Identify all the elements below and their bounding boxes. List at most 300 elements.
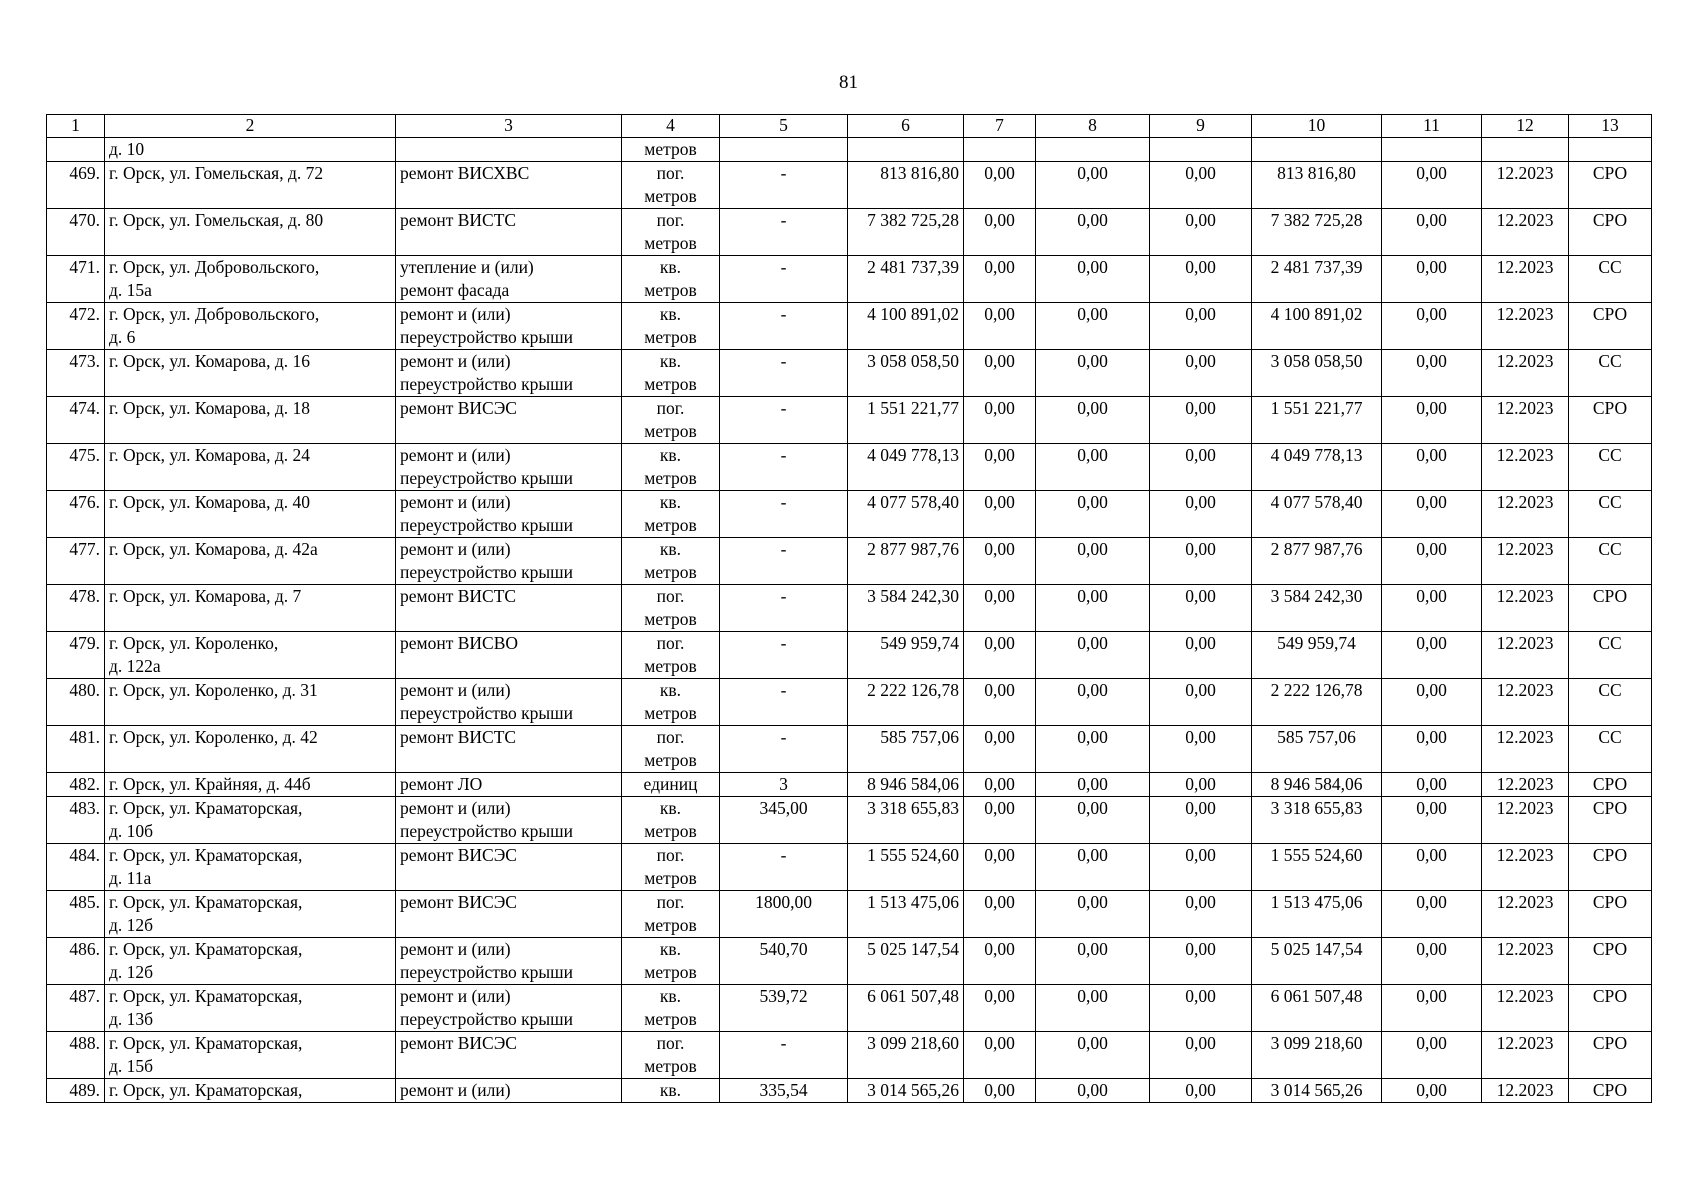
completion-date-cell: 12.2023 (1482, 585, 1569, 632)
row-number-cell: 469. (47, 162, 105, 209)
table-row (47, 162, 1652, 209)
unit-cell-line: кв. (659, 986, 682, 1006)
unit-cell (622, 938, 720, 985)
col10-cell: 3 014 565,26 (1252, 1079, 1382, 1103)
funding-source-cell: СС (1569, 679, 1652, 726)
work-type-cell (396, 985, 622, 1032)
work-type-cell-line: ремонт фасада (400, 280, 510, 300)
quantity-cell: - (720, 1032, 848, 1079)
unit-cell-line: кв. (659, 539, 682, 559)
col8-cell: 0,00 (1036, 585, 1150, 632)
address-cell-line: д. 11а (109, 868, 152, 888)
unit-cell-line: пог. (656, 210, 685, 230)
col9-cell: 0,00 (1150, 585, 1252, 632)
col9-cell: 0,00 (1150, 891, 1252, 938)
funding-source-cell: СРО (1569, 773, 1652, 797)
total-cost-cell: 3 318 655,83 (848, 797, 964, 844)
col7-cell: 0,00 (964, 350, 1036, 397)
total-cost-cell: 4 049 778,13 (848, 444, 964, 491)
work-type-cell-line: ремонт ВИСТС (400, 586, 517, 606)
work-type-cell-line: переустройство крыши (400, 327, 573, 347)
table-row (47, 1079, 1652, 1103)
address-cell-line: г. Орск, ул. Добровольского, (109, 257, 320, 277)
unit-cell (622, 350, 720, 397)
row-number-cell: 472. (47, 303, 105, 350)
quantity-cell: - (720, 162, 848, 209)
table-row (47, 891, 1652, 938)
row-number-cell: 473. (47, 350, 105, 397)
funding-source-cell: СС (1569, 444, 1652, 491)
work-type-cell-line: утепление и (или) (400, 257, 534, 277)
work-type-cell (396, 891, 622, 938)
unit-cell (622, 632, 720, 679)
column-header: 5 (720, 115, 848, 138)
quantity-cell: 3 (720, 773, 848, 797)
unit-cell-line: пог. (656, 845, 685, 865)
address-cell-line: г. Орск, ул. Добровольского, (109, 304, 320, 324)
unit-cell-line: метров (644, 374, 697, 394)
unit-cell-line: кв. (659, 939, 682, 959)
address-cell-line: г. Орск, ул. Краматорская, (109, 986, 303, 1006)
quantity-cell: - (720, 256, 848, 303)
address-cell-line: г. Орск, ул. Короленко, д. 42 (109, 727, 318, 747)
funding-source-cell: СРО (1569, 985, 1652, 1032)
address-cell-line: д. 15а (109, 280, 152, 300)
funding-source-cell: СС (1569, 632, 1652, 679)
unit-cell-line: кв. (659, 492, 682, 512)
col7-cell: 0,00 (964, 726, 1036, 773)
address-cell-line: г. Орск, ул. Комарова, д. 40 (109, 492, 310, 512)
col10-cell: 2 222 126,78 (1252, 679, 1382, 726)
quantity-cell: - (720, 397, 848, 444)
repair-register-table (46, 114, 1652, 1103)
work-type-cell (396, 773, 622, 797)
row-number-cell: 482. (47, 773, 105, 797)
col11-cell: 0,00 (1382, 585, 1482, 632)
col9-cell: 0,00 (1150, 938, 1252, 985)
funding-source-cell: СС (1569, 350, 1652, 397)
total-cost-cell: 4 100 891,02 (848, 303, 964, 350)
completion-date-cell: 12.2023 (1482, 1079, 1569, 1103)
completion-date-cell: 12.2023 (1482, 632, 1569, 679)
col10-cell: 1 513 475,06 (1252, 891, 1382, 938)
column-number-header-row (47, 115, 1652, 138)
col10-cell: 585 757,06 (1252, 726, 1382, 773)
total-cost-cell (848, 138, 964, 162)
funding-source-cell: СРО (1569, 1032, 1652, 1079)
address-cell-line: г. Орск, ул. Краматорская, (109, 892, 303, 912)
unit-cell-line: метров (644, 139, 697, 159)
work-type-cell-line: ремонт ВИСХВС (400, 163, 530, 183)
column-header: 10 (1252, 115, 1382, 138)
table-body (47, 138, 1652, 1103)
col9-cell: 0,00 (1150, 844, 1252, 891)
address-cell-line: д. 122а (109, 656, 161, 676)
address-cell-line: г. Орск, ул. Комарова, д. 42а (109, 539, 318, 559)
address-cell (105, 891, 396, 938)
work-type-cell-line: ремонт ВИСЭС (400, 1033, 517, 1053)
total-cost-cell: 3 584 242,30 (848, 585, 964, 632)
quantity-cell: - (720, 679, 848, 726)
col10-cell: 3 584 242,30 (1252, 585, 1382, 632)
total-cost-cell: 2 481 737,39 (848, 256, 964, 303)
total-cost-cell: 549 959,74 (848, 632, 964, 679)
funding-source-cell: СРО (1569, 162, 1652, 209)
col7-cell: 0,00 (964, 491, 1036, 538)
work-type-cell-line: ремонт ВИСЭС (400, 398, 517, 418)
col7-cell: 0,00 (964, 444, 1036, 491)
row-number-cell: 481. (47, 726, 105, 773)
work-type-cell-line: ремонт и (или) (400, 492, 511, 512)
unit-cell (622, 256, 720, 303)
col9-cell: 0,00 (1150, 797, 1252, 844)
unit-cell-line: пог. (656, 633, 685, 653)
work-type-cell-line: ремонт и (или) (400, 680, 511, 700)
address-cell-line: д. 10 (109, 139, 145, 159)
funding-source-cell: СС (1569, 538, 1652, 585)
work-type-cell (396, 679, 622, 726)
col10-cell: 8 946 584,06 (1252, 773, 1382, 797)
col7-cell: 0,00 (964, 773, 1036, 797)
col10-cell: 3 318 655,83 (1252, 797, 1382, 844)
col10-cell: 5 025 147,54 (1252, 938, 1382, 985)
work-type-cell-line: ремонт и (или) (400, 986, 511, 1006)
unit-cell-line: метров (644, 421, 697, 441)
col8-cell: 0,00 (1036, 444, 1150, 491)
quantity-cell: 345,00 (720, 797, 848, 844)
quantity-cell: 1800,00 (720, 891, 848, 938)
quantity-cell: - (720, 538, 848, 585)
row-number-cell: 487. (47, 985, 105, 1032)
col8-cell: 0,00 (1036, 256, 1150, 303)
col11-cell: 0,00 (1382, 773, 1482, 797)
completion-date-cell: 12.2023 (1482, 491, 1569, 538)
column-header: 4 (622, 115, 720, 138)
col9-cell: 0,00 (1150, 1079, 1252, 1103)
unit-cell-line: кв. (659, 798, 682, 818)
column-header: 12 (1482, 115, 1569, 138)
unit-cell-line: кв. (659, 304, 682, 324)
row-number-cell: 485. (47, 891, 105, 938)
completion-date-cell: 12.2023 (1482, 797, 1569, 844)
total-cost-cell: 7 382 725,28 (848, 209, 964, 256)
address-cell-line: д. 12б (109, 915, 154, 935)
completion-date-cell: 12.2023 (1482, 350, 1569, 397)
address-cell (105, 444, 396, 491)
address-cell-line: г. Орск, ул. Комарова, д. 16 (109, 351, 310, 371)
address-cell-line: г. Орск, ул. Краматорская, (109, 939, 303, 959)
unit-cell-line: пог. (656, 892, 685, 912)
col10-cell: 7 382 725,28 (1252, 209, 1382, 256)
row-number-cell: 477. (47, 538, 105, 585)
unit-cell (622, 444, 720, 491)
unit-cell-line: метров (644, 468, 697, 488)
address-cell (105, 538, 396, 585)
funding-source-cell: СРО (1569, 585, 1652, 632)
unit-cell (622, 844, 720, 891)
col8-cell: 0,00 (1036, 844, 1150, 891)
work-type-cell (396, 397, 622, 444)
work-type-cell (396, 632, 622, 679)
col11-cell: 0,00 (1382, 162, 1482, 209)
total-cost-cell: 1 555 524,60 (848, 844, 964, 891)
work-type-cell-line: ремонт и (или) (400, 939, 511, 959)
col8-cell: 0,00 (1036, 938, 1150, 985)
funding-source-cell: СРО (1569, 891, 1652, 938)
work-type-cell-line: ремонт ВИСЭС (400, 892, 517, 912)
quantity-cell: - (720, 491, 848, 538)
col11-cell: 0,00 (1382, 538, 1482, 585)
col9-cell (1150, 138, 1252, 162)
col8-cell: 0,00 (1036, 538, 1150, 585)
unit-cell-line: метров (644, 703, 697, 723)
unit-cell-line: метров (644, 280, 697, 300)
unit-cell-line: пог. (656, 586, 685, 606)
col7-cell: 0,00 (964, 256, 1036, 303)
unit-cell-line: метров (644, 609, 697, 629)
col10-cell: 813 816,80 (1252, 162, 1382, 209)
col9-cell: 0,00 (1150, 491, 1252, 538)
address-cell-line: г. Орск, ул. Комарова, д. 18 (109, 398, 310, 418)
total-cost-cell: 585 757,06 (848, 726, 964, 773)
unit-cell-line: пог. (656, 1033, 685, 1053)
funding-source-cell: СРО (1569, 209, 1652, 256)
work-type-cell-line: ремонт ЛО (400, 774, 483, 794)
col7-cell: 0,00 (964, 303, 1036, 350)
col8-cell: 0,00 (1036, 891, 1150, 938)
work-type-cell-line: ремонт и (или) (400, 1080, 511, 1100)
col11-cell (1382, 138, 1482, 162)
completion-date-cell: 12.2023 (1482, 891, 1569, 938)
address-cell (105, 797, 396, 844)
col7-cell: 0,00 (964, 1032, 1036, 1079)
table-row (47, 350, 1652, 397)
address-cell-line: г. Орск, ул. Крайняя, д. 44б (109, 774, 311, 794)
address-cell-line: г. Орск, ул. Гомельская, д. 72 (109, 163, 324, 183)
table-row (47, 303, 1652, 350)
funding-source-cell (1569, 138, 1652, 162)
col11-cell: 0,00 (1382, 1032, 1482, 1079)
col11-cell: 0,00 (1382, 891, 1482, 938)
col9-cell: 0,00 (1150, 162, 1252, 209)
unit-cell (622, 538, 720, 585)
work-type-cell-line: ремонт ВИСЭС (400, 845, 517, 865)
total-cost-cell: 3 099 218,60 (848, 1032, 964, 1079)
work-type-cell-line: ремонт и (или) (400, 798, 511, 818)
table-row (47, 585, 1652, 632)
completion-date-cell: 12.2023 (1482, 985, 1569, 1032)
total-cost-cell: 1 551 221,77 (848, 397, 964, 444)
table-row (47, 844, 1652, 891)
unit-cell (622, 209, 720, 256)
col8-cell: 0,00 (1036, 679, 1150, 726)
address-cell (105, 1032, 396, 1079)
address-cell-line: г. Орск, ул. Краматорская, (109, 1033, 303, 1053)
quantity-cell: - (720, 585, 848, 632)
unit-cell-line: кв. (659, 257, 682, 277)
address-cell-line: г. Орск, ул. Краматорская, (109, 798, 303, 818)
work-type-cell-line: ремонт ВИСВО (400, 633, 519, 653)
unit-cell-line: кв. (659, 351, 682, 371)
col9-cell: 0,00 (1150, 303, 1252, 350)
col11-cell: 0,00 (1382, 256, 1482, 303)
row-number-cell: 478. (47, 585, 105, 632)
table-row (47, 397, 1652, 444)
table-row (47, 632, 1652, 679)
total-cost-cell: 8 946 584,06 (848, 773, 964, 797)
work-type-cell-line: ремонт и (или) (400, 304, 511, 324)
col8-cell: 0,00 (1036, 303, 1150, 350)
address-cell (105, 632, 396, 679)
col9-cell: 0,00 (1150, 538, 1252, 585)
row-number-cell: 489. (47, 1079, 105, 1103)
row-number-cell: 476. (47, 491, 105, 538)
col11-cell: 0,00 (1382, 797, 1482, 844)
unit-cell (622, 891, 720, 938)
table-row (47, 773, 1652, 797)
completion-date-cell: 12.2023 (1482, 844, 1569, 891)
work-type-cell-line: ремонт ВИСТС (400, 727, 517, 747)
col9-cell: 0,00 (1150, 397, 1252, 444)
col9-cell: 0,00 (1150, 256, 1252, 303)
col11-cell: 0,00 (1382, 397, 1482, 444)
col10-cell: 6 061 507,48 (1252, 985, 1382, 1032)
row-number-cell: 486. (47, 938, 105, 985)
col7-cell: 0,00 (964, 209, 1036, 256)
col7-cell: 0,00 (964, 162, 1036, 209)
column-header: 6 (848, 115, 964, 138)
completion-date-cell: 12.2023 (1482, 303, 1569, 350)
address-cell-line: д. 6 (109, 327, 136, 347)
unit-cell-line: метров (644, 515, 697, 535)
address-cell (105, 773, 396, 797)
row-number-cell (47, 138, 105, 162)
work-type-cell (396, 585, 622, 632)
col9-cell: 0,00 (1150, 444, 1252, 491)
work-type-cell (396, 797, 622, 844)
address-cell-line: г. Орск, ул. Комарова, д. 24 (109, 445, 310, 465)
address-cell-line: г. Орск, ул. Краматорская, (109, 845, 303, 865)
col8-cell: 0,00 (1036, 1032, 1150, 1079)
work-type-cell-line: переустройство крыши (400, 962, 573, 982)
col8-cell: 0,00 (1036, 773, 1150, 797)
unit-cell (622, 138, 720, 162)
quantity-cell: - (720, 350, 848, 397)
funding-source-cell: СС (1569, 726, 1652, 773)
quantity-cell: - (720, 209, 848, 256)
col9-cell: 0,00 (1150, 632, 1252, 679)
completion-date-cell: 12.2023 (1482, 938, 1569, 985)
quantity-cell: - (720, 844, 848, 891)
table-row (47, 209, 1652, 256)
unit-cell-line: кв. (659, 1080, 682, 1100)
work-type-cell-line: переустройство крыши (400, 515, 573, 535)
col11-cell: 0,00 (1382, 350, 1482, 397)
row-number-cell: 480. (47, 679, 105, 726)
completion-date-cell: 12.2023 (1482, 444, 1569, 491)
unit-cell (622, 585, 720, 632)
col11-cell: 0,00 (1382, 444, 1482, 491)
unit-cell-line: пог. (656, 163, 685, 183)
unit-cell (622, 491, 720, 538)
col8-cell: 0,00 (1036, 397, 1150, 444)
col8-cell: 0,00 (1036, 1079, 1150, 1103)
address-cell (105, 162, 396, 209)
work-type-cell-line: ремонт и (или) (400, 351, 511, 371)
col11-cell: 0,00 (1382, 1079, 1482, 1103)
table-row (47, 679, 1652, 726)
column-header: 7 (964, 115, 1036, 138)
row-number-cell: 470. (47, 209, 105, 256)
unit-cell (622, 1032, 720, 1079)
unit-cell (622, 726, 720, 773)
row-number-cell: 484. (47, 844, 105, 891)
unit-cell-line: метров (644, 186, 697, 206)
unit-cell (622, 985, 720, 1032)
unit-cell (622, 1079, 720, 1103)
table-row (47, 491, 1652, 538)
col10-cell: 4 049 778,13 (1252, 444, 1382, 491)
completion-date-cell: 12.2023 (1482, 1032, 1569, 1079)
funding-source-cell: СРО (1569, 303, 1652, 350)
col8-cell (1036, 138, 1150, 162)
table-row (47, 138, 1652, 162)
col11-cell: 0,00 (1382, 303, 1482, 350)
table-row (47, 444, 1652, 491)
address-cell (105, 491, 396, 538)
col8-cell: 0,00 (1036, 209, 1150, 256)
work-type-cell (396, 726, 622, 773)
total-cost-cell: 6 061 507,48 (848, 985, 964, 1032)
address-cell (105, 844, 396, 891)
unit-cell-line: метров (644, 915, 697, 935)
total-cost-cell: 2 877 987,76 (848, 538, 964, 585)
address-cell (105, 256, 396, 303)
col10-cell: 2 481 737,39 (1252, 256, 1382, 303)
column-header: 8 (1036, 115, 1150, 138)
unit-cell (622, 773, 720, 797)
column-header: 2 (105, 115, 396, 138)
col11-cell: 0,00 (1382, 679, 1482, 726)
column-header: 11 (1382, 115, 1482, 138)
work-type-cell (396, 1032, 622, 1079)
completion-date-cell: 12.2023 (1482, 209, 1569, 256)
address-cell (105, 303, 396, 350)
completion-date-cell: 12.2023 (1482, 773, 1569, 797)
table-row (47, 256, 1652, 303)
funding-source-cell: СС (1569, 256, 1652, 303)
col11-cell: 0,00 (1382, 632, 1482, 679)
address-cell (105, 209, 396, 256)
col8-cell: 0,00 (1036, 726, 1150, 773)
col7-cell: 0,00 (964, 891, 1036, 938)
work-type-cell-line: переустройство крыши (400, 562, 573, 582)
row-number-cell: 475. (47, 444, 105, 491)
address-cell (105, 1079, 396, 1103)
col9-cell: 0,00 (1150, 726, 1252, 773)
unit-cell (622, 679, 720, 726)
address-cell-line: д. 12б (109, 962, 154, 982)
col8-cell: 0,00 (1036, 632, 1150, 679)
unit-cell-line: метров (644, 327, 697, 347)
total-cost-cell: 813 816,80 (848, 162, 964, 209)
col7-cell: 0,00 (964, 1079, 1036, 1103)
unit-cell-line: пог. (656, 398, 685, 418)
col11-cell: 0,00 (1382, 209, 1482, 256)
work-type-cell (396, 1079, 622, 1103)
address-cell (105, 938, 396, 985)
row-number-cell: 479. (47, 632, 105, 679)
